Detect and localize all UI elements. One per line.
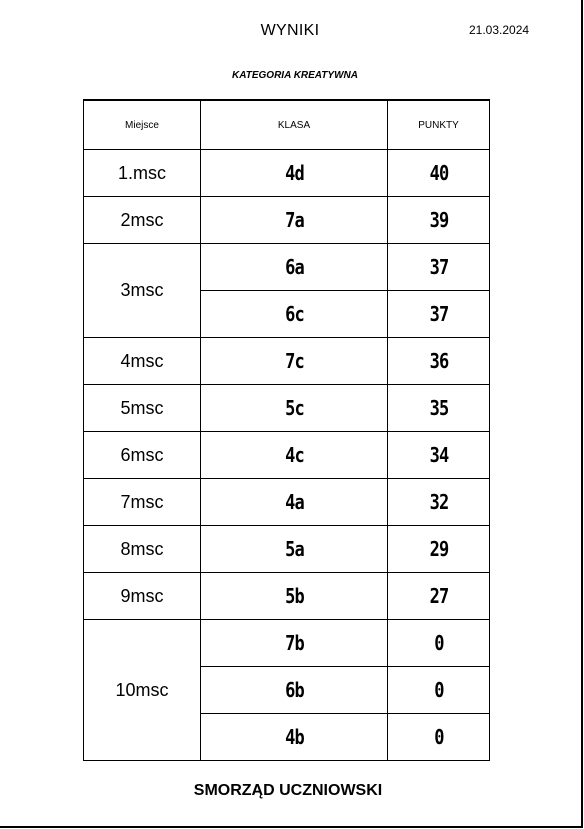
- place-cell: 6msc: [84, 432, 201, 479]
- table-row: [84, 150, 490, 197]
- punkty-cell: 29: [395, 526, 482, 573]
- table-row: [84, 479, 490, 526]
- column-header-miejsce: Miejsce: [84, 100, 201, 150]
- table-row: [84, 432, 490, 479]
- punkty-cell: 39: [395, 197, 482, 244]
- table-header-row: [84, 100, 490, 150]
- punkty-cell: 32: [395, 479, 482, 526]
- page-title: WYNIKI: [260, 22, 320, 39]
- document-date: 21.03.2024: [469, 23, 530, 37]
- klasa-cell: 6b: [215, 667, 374, 714]
- table-row: [84, 385, 490, 432]
- place-cell: 2msc: [84, 197, 201, 244]
- table-row: [84, 526, 490, 573]
- klasa-cell: 5a: [215, 526, 374, 573]
- place-cell: 3msc: [84, 244, 201, 338]
- place-cell: 9msc: [84, 573, 201, 620]
- punkty-cell: 0: [395, 667, 482, 714]
- klasa-cell: 6c: [215, 291, 374, 338]
- place-cell: 4msc: [84, 338, 201, 385]
- klasa-cell: 4c: [215, 432, 374, 479]
- klasa-cell: 7c: [215, 338, 374, 385]
- punkty-cell: 0: [395, 714, 482, 761]
- place-cell: 10msc: [84, 620, 201, 761]
- table-row: [84, 620, 490, 667]
- punkty-cell: 37: [395, 291, 482, 338]
- table-row: [84, 573, 490, 620]
- category-subtitle: KATEGORIA KREATYWNA: [232, 70, 358, 81]
- punkty-cell: 36: [395, 338, 482, 385]
- punkty-cell: 40: [395, 150, 482, 197]
- klasa-cell: 7a: [215, 197, 374, 244]
- column-header-klasa: KLASA: [201, 100, 388, 150]
- klasa-cell: 5b: [215, 573, 374, 620]
- table-row: [84, 338, 490, 385]
- punkty-cell: 34: [395, 432, 482, 479]
- klasa-cell: 4b: [215, 714, 374, 761]
- place-cell: 5msc: [84, 385, 201, 432]
- place-cell: 8msc: [84, 526, 201, 573]
- punkty-cell: 37: [395, 244, 482, 291]
- klasa-cell: 4d: [215, 150, 374, 197]
- footer-signature: SMORZĄD UCZNIOWSKI: [193, 782, 383, 799]
- klasa-cell: 6a: [215, 244, 374, 291]
- table-row: [84, 244, 490, 291]
- punkty-cell: 35: [395, 385, 482, 432]
- punkty-cell: 27: [395, 573, 482, 620]
- klasa-cell: 7b: [215, 620, 374, 667]
- place-cell: 1.msc: [84, 150, 201, 197]
- results-table: [83, 99, 490, 761]
- place-cell: 7msc: [84, 479, 201, 526]
- klasa-cell: 4a: [215, 479, 374, 526]
- results-body: [84, 150, 490, 761]
- klasa-cell: 5c: [215, 385, 374, 432]
- table-row: [84, 197, 490, 244]
- punkty-cell: 0: [395, 620, 482, 667]
- column-header-punkty: PUNKTY: [388, 100, 490, 150]
